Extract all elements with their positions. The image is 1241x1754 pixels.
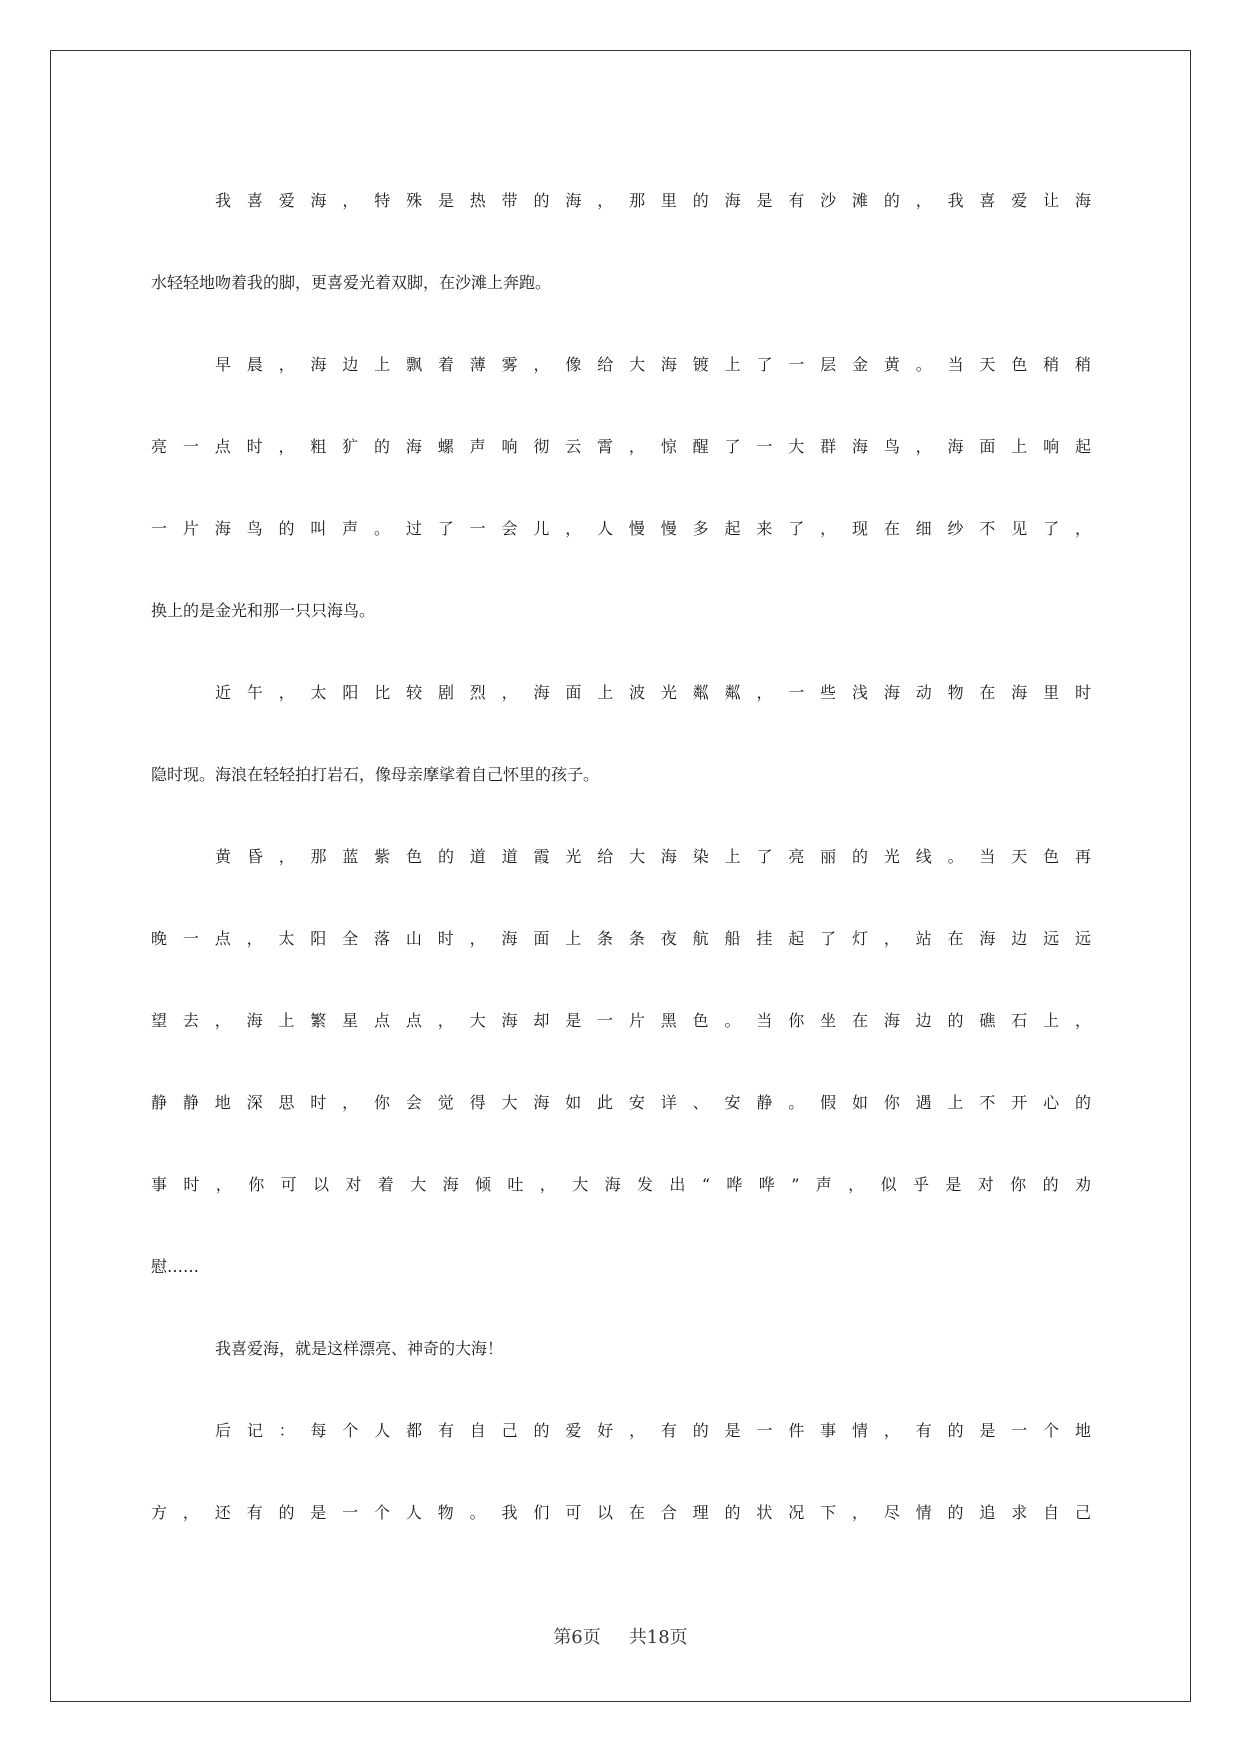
text-line: 慰…… — [151, 1257, 200, 1276]
text-line: 方，还有的是一个人物。我们可以在合理的状况下，尽情的追求自己 — [151, 1503, 1091, 1522]
text-line: 静静地深思时，你会觉得大海如此安详、安静。假如你遇上不开心的 — [151, 1093, 1091, 1112]
text-line: 近午，太阳比较剧烈，海面上波光粼粼，一些浅海动物在海里时 — [215, 683, 1091, 702]
text-line: 黄昏，那蓝紫色的道道霞光给大海染上了亮丽的光线。当天色再 — [215, 847, 1091, 866]
page-number: 第6页 — [553, 1627, 601, 1648]
paragraph-1 — [151, 160, 1091, 324]
document-body — [151, 160, 1091, 1554]
text-line: 早晨，海边上飘着薄雾，像给大海镀上了一层金黄。当天色稍稍 — [215, 355, 1091, 374]
text-line: 后记：每个人都有自己的爱好，有的是一件事情，有的是一个地 — [215, 1421, 1091, 1440]
paragraph-3 — [151, 652, 1091, 816]
text-line: 我喜爱海，特殊是热带的海，那里的海是有沙滩的，我喜爱让海 — [215, 191, 1091, 210]
text-line: 水轻轻地吻着我的脚，更喜爱光着双脚，在沙滩上奔跑。 — [151, 273, 552, 292]
text-line: 换上的是金光和那一只只海鸟。 — [151, 601, 376, 620]
paragraph-2 — [151, 324, 1091, 652]
paragraph-5 — [151, 1308, 1091, 1390]
paragraph-4 — [151, 816, 1091, 1308]
text-line: 晚一点，太阳全落山时，海面上条条夜航船挂起了灯，站在海边远远 — [151, 929, 1091, 948]
text-line: 事时，你可以对着大海倾吐，大海发出“哗哗”声，似乎是对你的劝 — [151, 1175, 1091, 1194]
text-line: 一片海鸟的叫声。过了一会儿，人慢慢多起来了，现在细纱不见了， — [151, 519, 1091, 538]
page-total: 共18页 — [628, 1627, 688, 1648]
page-footer — [0, 1626, 1241, 1650]
text-line: 我喜爱海，就是这样漂亮、神奇的大海！ — [215, 1339, 504, 1358]
text-line: 隐时现。海浪在轻轻拍打岩石，像母亲摩挲着自己怀里的孩子。 — [151, 765, 600, 784]
text-line: 亮一点时，粗犷的海螺声响彻云霄，惊醒了一大群海鸟，海面上响起 — [151, 437, 1091, 456]
paragraph-6 — [151, 1390, 1091, 1554]
text-line: 望去，海上繁星点点，大海却是一片黑色。当你坐在海边的礁石上， — [151, 1011, 1091, 1030]
